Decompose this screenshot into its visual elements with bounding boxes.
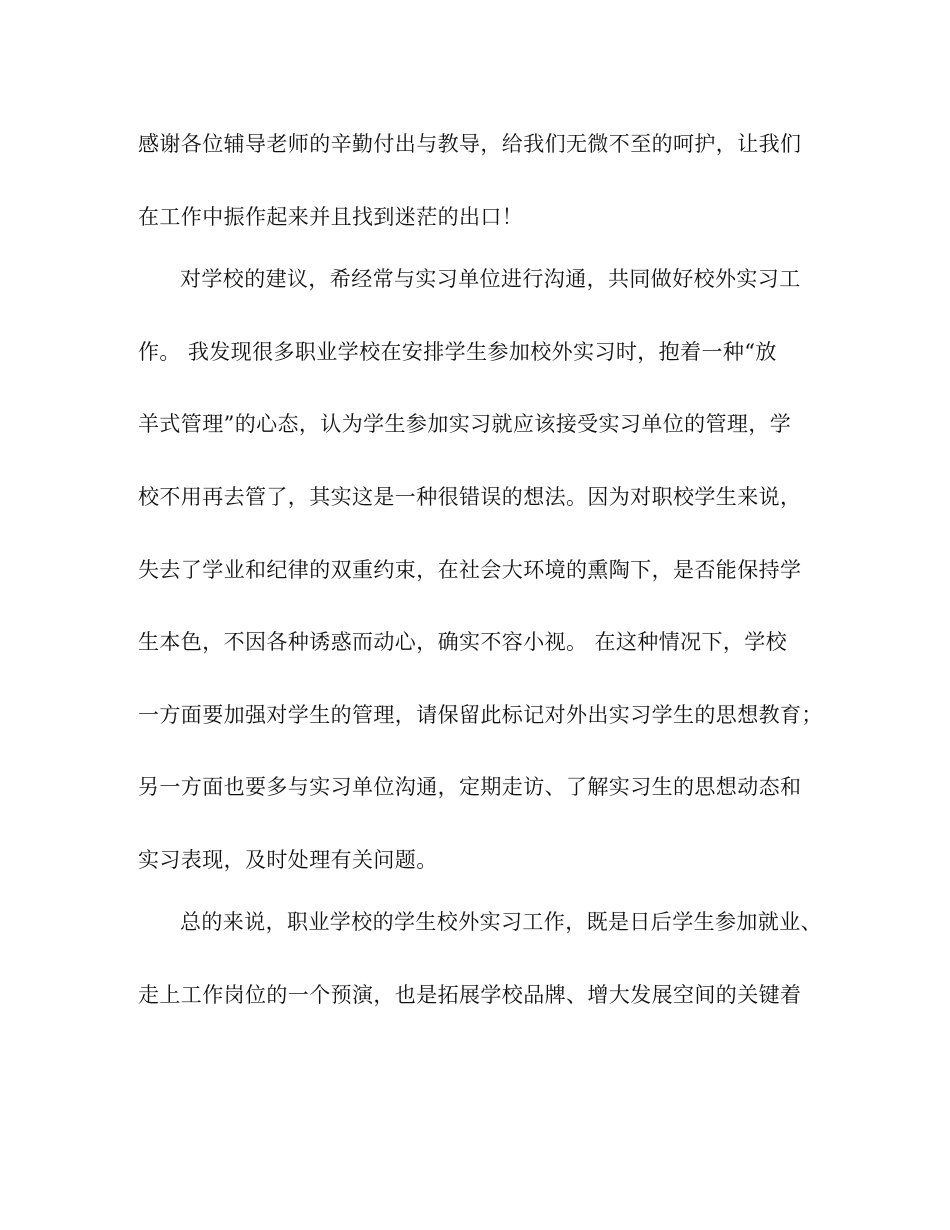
text-line: 感谢各位辅导老师的辛勤付出与教导，给我们无微不至的呵护，让我们 — [138, 132, 802, 156]
text-line: 在工作中振作起来并且找到迷茫的出口！ — [138, 205, 524, 229]
text-line: 作。 我发现很多职业学校在安排学生参加校外实习时，抱着一种“放 — [138, 340, 777, 364]
paragraph-start-line: 总的来说，职业学校的学生校外实习工作，既是日后学生参加就业、 — [180, 910, 822, 934]
text-line: 实习表现，及时处理有关问题。 — [138, 848, 438, 872]
text-line: 走上工作岗位的一个预演，也是拓展学校品牌、增大发展空间的关键着 — [138, 983, 802, 1007]
text-line: 校不用再去管了，其实这是一种很错误的想法。因为对职校学生来说， — [138, 485, 802, 509]
text-line: 生本色，不因各种诱惑而动心，确实不容小视。 在这种情况下，学校 — [138, 630, 788, 654]
text-line: 失去了学业和纪律的双重约束，在社会大环境的熏陶下，是否能保持学 — [138, 558, 802, 582]
text-line: 羊式管理”的心态，认为学生参加实习就应该接受实习单位的管理，学 — [138, 412, 792, 436]
text-line: 一方面要加强对学生的管理，请保留此标记对外出实习学生的思想教育； — [138, 703, 823, 727]
text-line: 另一方面也要多与实习单位沟通，定期走访、了解实习生的思想动态和 — [138, 775, 802, 799]
paragraph-start-line: 对学校的建议，希经常与实习单位进行沟通，共同做好校外实习工 — [180, 267, 801, 291]
